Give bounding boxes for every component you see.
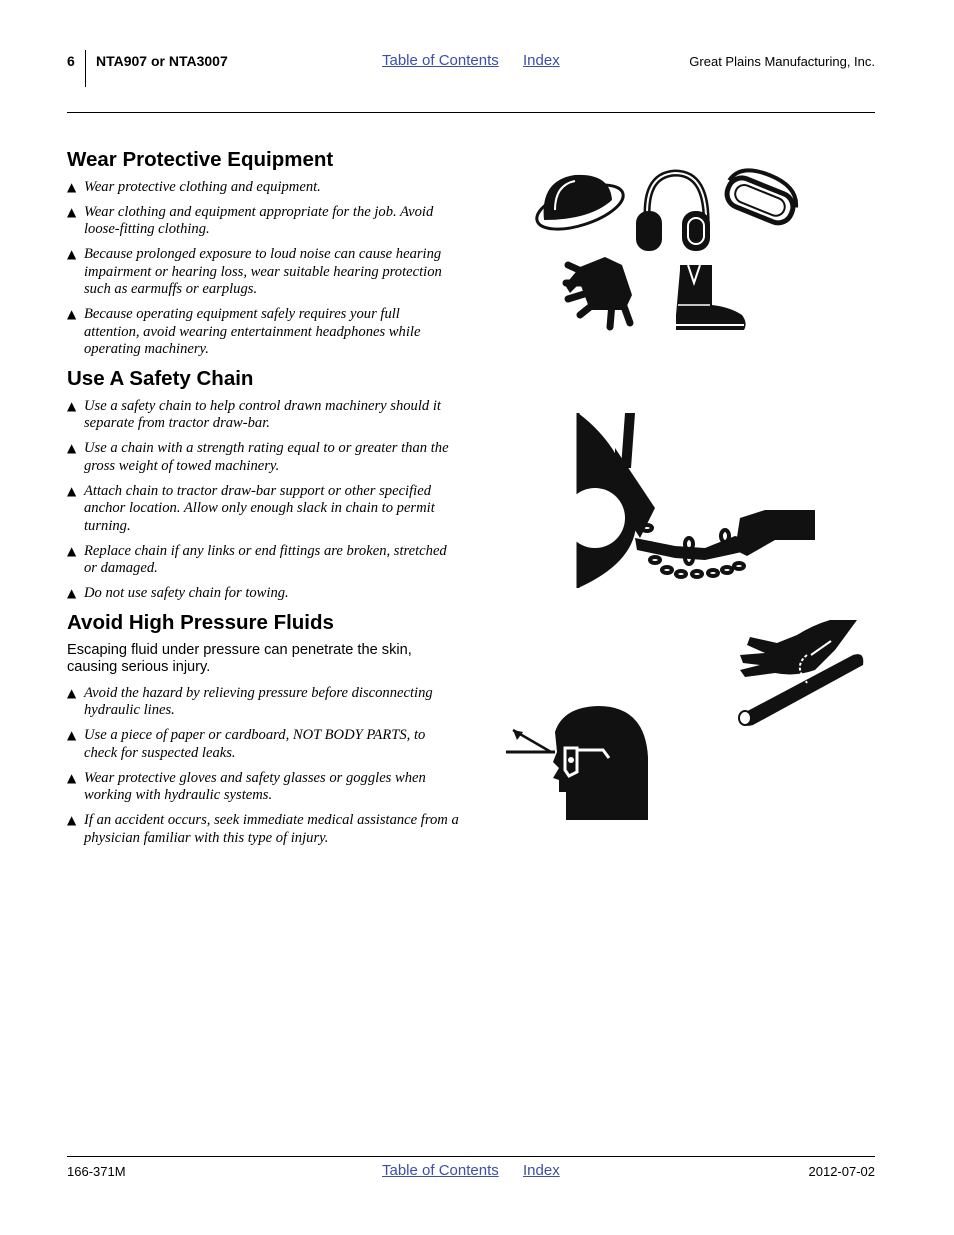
triangle-bullet-icon: ▲ [67, 483, 77, 498]
list-item: ▲ Wear protective gloves and safety glasses or goggles when working with hydraulic systems. [67, 769, 426, 804]
triangle-bullet-icon: ▲ [67, 770, 77, 785]
section-protective-equipment [67, 147, 459, 358]
triangle-bullet-icon: ▲ [67, 399, 77, 414]
section-safety-chain [67, 366, 459, 602]
section-title: Use A Safety Chain [67, 367, 254, 391]
face-shield-illustration [503, 702, 653, 824]
triangle-bullet-icon: ▲ [67, 813, 77, 828]
section-high-pressure-fluids [67, 610, 459, 847]
list-item: ▲ Because operating equipment safely requires your full attention, avoid wearing entertainment headphones while operating machinery. [67, 306, 421, 358]
triangle-bullet-icon: ▲ [67, 728, 77, 743]
list-item: ▲ Do not use safety chain for towing. [67, 585, 289, 602]
header-divider [85, 50, 86, 87]
triangle-bullet-icon: ▲ [67, 685, 77, 700]
revision-date: 2012-07-02 [808, 1164, 875, 1179]
list-item: ▲ Wear protective clothing and equipment. [67, 179, 321, 195]
triangle-bullet-icon: ▲ [67, 205, 77, 219]
triangle-bullet-icon: ▲ [67, 307, 77, 322]
gloves-icon [565, 257, 634, 327]
list-item: ▲ Because prolonged exposure to loud noise can cause hearing impairment or hearing loss, wear suitable hearing protection such as earmuffs or earplugs. [67, 246, 442, 298]
triangle-bullet-icon: ▲ [67, 441, 77, 456]
triangle-bullet-icon: ▲ [67, 180, 77, 194]
toc-link-bottom[interactable]: Table of Contents [382, 1162, 499, 1179]
index-link-bottom[interactable]: Index [523, 1162, 560, 1179]
triangle-bullet-icon: ▲ [67, 543, 77, 558]
company-name: Great Plains Manufacturing, Inc. [689, 54, 875, 69]
main-content [67, 147, 459, 855]
list-item: ▲ Avoid the hazard by relieving pressure before disconnecting hydraulic lines. [67, 684, 433, 719]
bullet-list [67, 179, 459, 358]
triangle-bullet-icon: ▲ [67, 247, 77, 262]
list-item: ▲ Replace chain if any links or end fittings are broken, stretched or damaged. [67, 542, 447, 577]
document-number: 166-371M [67, 1164, 126, 1179]
footer-rule [67, 1156, 875, 1157]
list-item: ▲ Attach chain to tractor draw-bar support or other specified anchor location. Allow only enough slack in chain to permit turning. [67, 482, 435, 534]
section-title: Avoid High Pressure Fluids [67, 611, 334, 635]
list-item: ▲ Wear clothing and equipment appropriate for the job. Avoid loose-fitting clothing. [67, 204, 434, 238]
section-title: Wear Protective Equipment [67, 148, 334, 171]
index-link-top[interactable]: Index [523, 52, 560, 69]
section-intro: Escaping fluid under pressure can penetrate the skin, causing serious injury. [67, 642, 412, 676]
safety-chain-illustration [575, 408, 820, 593]
earmuffs-icon [636, 173, 710, 251]
toc-link-top[interactable]: Table of Contents [382, 52, 499, 69]
list-item: ▲ If an accident occurs, seek immediate medical assistance from a physician familiar with this type of injury. [67, 812, 459, 846]
page-number: 6 [67, 53, 75, 69]
header-rule [67, 112, 875, 113]
model-title: NTA907 or NTA3007 [96, 53, 228, 69]
triangle-bullet-icon: ▲ [67, 586, 77, 601]
list-item: ▲ Use a safety chain to help control drawn machinery should it separate from tractor draw-bar. [67, 398, 441, 432]
goggles-icon [721, 165, 803, 228]
boot-icon [676, 265, 746, 330]
bullet-list [67, 685, 459, 847]
list-item: ▲ Use a piece of paper or cardboard, NOT BODY PARTS, to check for suspected leaks. [67, 727, 426, 761]
bullet-list [67, 398, 459, 602]
list-item: ▲ Use a chain with a strength rating equal to or greater than the gross weight of towed machinery. [67, 440, 449, 474]
hand-leak-illustration [735, 615, 870, 730]
protective-equipment-illustration [530, 165, 805, 345]
hard-hat-icon [532, 175, 629, 238]
